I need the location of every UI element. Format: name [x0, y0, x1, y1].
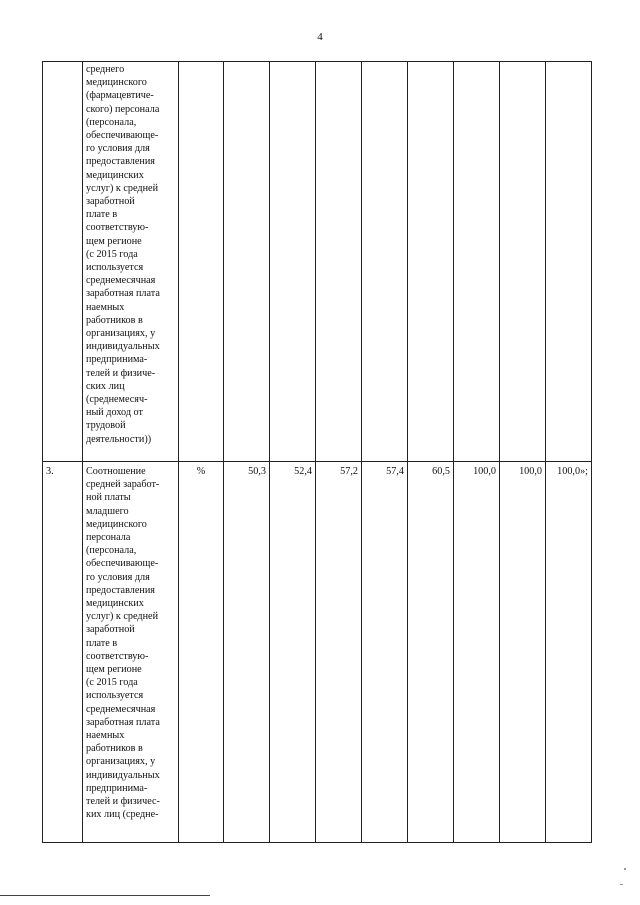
description-line: услуг) к средней: [86, 611, 159, 623]
description-line: используется: [86, 690, 144, 702]
description-line: медицинского: [86, 77, 147, 89]
description-line: ной платы: [86, 492, 131, 504]
description-line: (среднемесяч-: [86, 394, 148, 406]
description-line: заработной: [86, 196, 135, 208]
description-line: заработная плата: [86, 716, 160, 728]
description-line: Соотношение: [86, 466, 146, 477]
description-line: медицинских: [86, 169, 144, 181]
description-line: (фармацевтиче-: [86, 90, 154, 102]
description-line: услуг) к средней: [86, 182, 159, 194]
description-line: го условия для: [86, 143, 150, 155]
description-line: щем регионе: [86, 664, 142, 676]
description-line: (персонала,: [86, 116, 137, 128]
description-line: телей и физиче-: [86, 367, 156, 379]
description-line: соответствую-: [86, 650, 149, 662]
value-cell: [224, 62, 270, 462]
description-line: го условия для: [86, 571, 150, 583]
value-cell: [546, 62, 592, 462]
description-line: ских лиц: [86, 380, 125, 392]
description-line: ный доход от: [86, 407, 143, 419]
description-line: среднемесячная: [86, 703, 156, 715]
description-line: предпринима-: [86, 354, 148, 366]
description-line: деятельности)): [86, 433, 152, 445]
description-line: телей и физичес-: [86, 796, 160, 808]
description-line: медицинских: [86, 598, 144, 610]
description-line: заработная плата: [86, 288, 160, 300]
description-line: предпринима-: [86, 782, 148, 794]
description-line: наемных: [86, 730, 125, 742]
description-line: заработной: [86, 624, 135, 636]
description-line: (персонала,: [86, 545, 137, 557]
value-cell: 100,0»;: [546, 462, 592, 843]
description-line: наемных: [86, 301, 125, 313]
description-line: среднего: [86, 64, 125, 75]
value-cell: 52,4: [270, 462, 316, 843]
description-line: персонала: [86, 532, 131, 544]
table-row: [43, 62, 592, 462]
unit-cell: [179, 62, 224, 462]
scan-speck: [624, 868, 626, 870]
value-cell: [270, 62, 316, 462]
description-line: предоставления: [86, 156, 155, 168]
description-line: работников в: [86, 314, 143, 326]
description-line: работников в: [86, 743, 143, 755]
description-line: щем регионе: [86, 235, 142, 247]
description-line: младшего: [86, 505, 129, 517]
value-cell: [454, 62, 500, 462]
value-cell: 57,2: [316, 462, 362, 843]
description-line: организациях, у: [86, 328, 156, 340]
indicator-description: [83, 462, 179, 843]
description-line: соответствую-: [86, 222, 149, 234]
value-cell: [408, 62, 454, 462]
description-line: трудовой: [86, 420, 126, 432]
row-number: [43, 62, 83, 462]
description-line: ких лиц (средне-: [86, 809, 159, 821]
value-cell: 100,0: [500, 462, 546, 843]
description-line: индивидуальных: [86, 769, 160, 781]
value-cell: [500, 62, 546, 462]
unit-cell: %: [179, 462, 224, 843]
scan-speck: [620, 884, 623, 885]
description-line: обеспечивающе-: [86, 130, 159, 142]
page-number: 4: [317, 31, 323, 43]
description-line: (с 2015 года: [86, 677, 138, 689]
description-line: медицинского: [86, 518, 147, 530]
value-cell: [316, 62, 362, 462]
value-cell: 60,5: [408, 462, 454, 843]
row-number: 3.: [43, 462, 83, 843]
value-cell: 50,3: [224, 462, 270, 843]
value-cell: [362, 62, 408, 462]
description-line: (с 2015 года: [86, 248, 138, 260]
description-line: индивидуальных: [86, 341, 160, 353]
indicator-description: [83, 62, 179, 462]
description-line: ского) персонала: [86, 103, 160, 115]
table-row: [43, 462, 592, 843]
description-line: организациях, у: [86, 756, 156, 768]
description-line: среднемесячная: [86, 275, 156, 287]
value-cell: 57,4: [362, 462, 408, 843]
description-line: предоставления: [86, 584, 155, 596]
scan-artifact-line: [0, 895, 210, 896]
description-line: используется: [86, 262, 144, 274]
description-line: плате в: [86, 637, 118, 649]
description-line: средней заработ-: [86, 479, 160, 491]
value-cell: 100,0: [454, 462, 500, 843]
indicator-table: [42, 61, 592, 843]
description-line: плате в: [86, 209, 118, 221]
description-line: обеспечивающе-: [86, 558, 159, 570]
